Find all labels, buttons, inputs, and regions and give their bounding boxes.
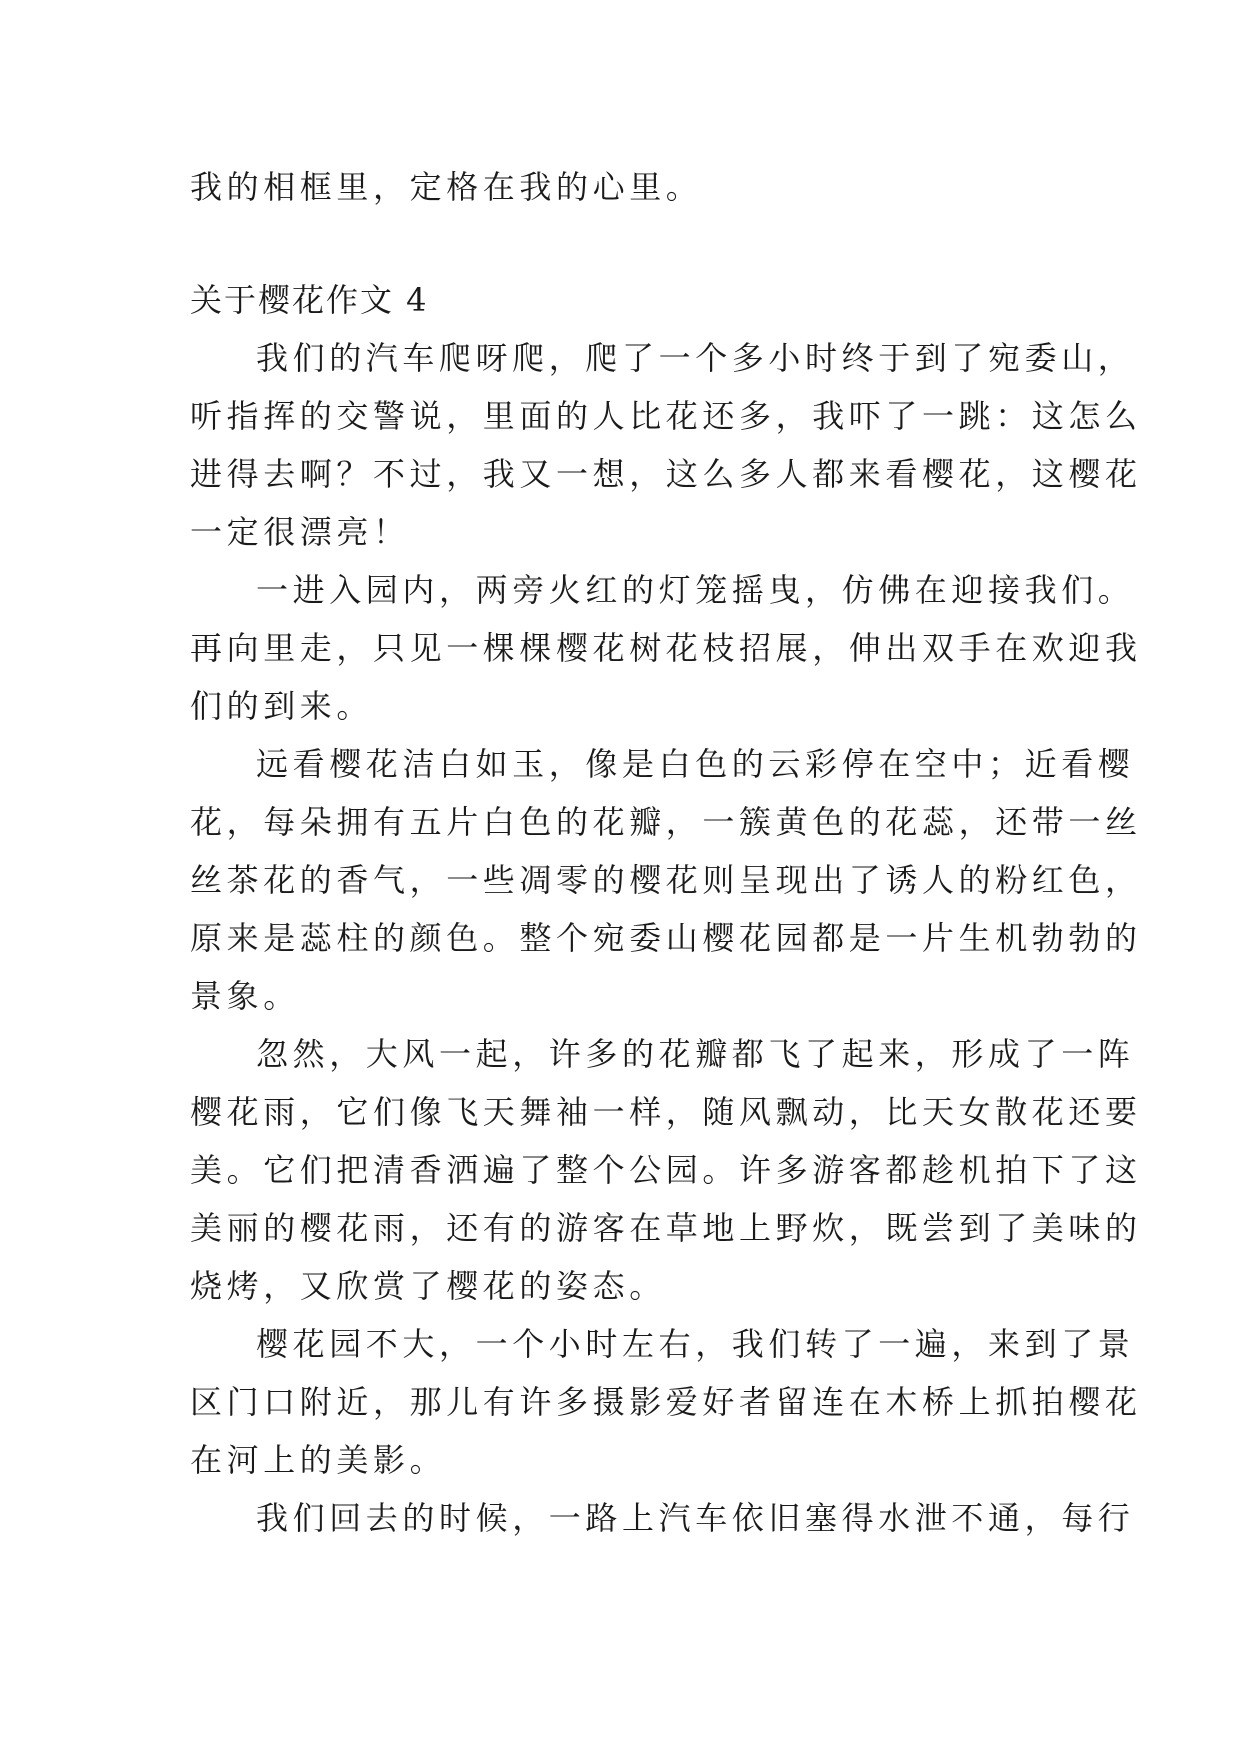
essay-body (190, 329, 1142, 1547)
text-line: 烧烤，又欣赏了樱花的姿态。 (190, 1267, 666, 1305)
text-line: 美。它们把清香洒遍了整个公园。许多游客都趁机拍下了这 (190, 1151, 1142, 1189)
text-line: 景象。 (190, 977, 300, 1015)
text-line: 忽然，大风一起，许多的花瓣都飞了起来，形成了一阵 (256, 1035, 1135, 1073)
text-line: 樱花雨，它们像飞天舞袖一样，随风飘动，比天女散花还要 (190, 1093, 1142, 1131)
paragraph-3 (190, 735, 1142, 1025)
text-line: 再向里走，只见一棵棵樱花树花枝招展，伸出双手在欢迎我 (190, 629, 1142, 667)
paragraph-5 (190, 1315, 1142, 1489)
text-line: 进得去啊？不过，我又一想，这么多人都来看樱花，这樱花 (190, 455, 1142, 493)
paragraph-1 (190, 329, 1142, 561)
text-line: 们的到来。 (190, 687, 374, 725)
paragraph-6 (190, 1489, 1135, 1547)
text-line: 在河上的美影。 (190, 1441, 447, 1479)
text-line: 我的相框里，定格在我的心里。 (190, 168, 703, 206)
essay-heading (190, 271, 1050, 329)
text-line: 美丽的樱花雨，还有的游客在草地上野炊，既尝到了美味的 (190, 1209, 1142, 1247)
text-line: 花，每朵拥有五片白色的花瓣，一簇黄色的花蕊，还带一丝 (190, 803, 1142, 841)
paragraph-2 (190, 561, 1142, 735)
text-line: 我们回去的时候，一路上汽车依旧塞得水泄不通，每行 (256, 1499, 1135, 1537)
text-line: 听指挥的交警说，里面的人比花还多，我吓了一跳：这怎么 (190, 397, 1142, 435)
text-line: 一进入园内，两旁火红的灯笼摇曳，仿佛在迎接我们。 (256, 571, 1135, 609)
paragraph-4 (190, 1025, 1142, 1315)
text-line: 樱花园不大，一个小时左右，我们转了一遍，来到了景 (256, 1325, 1135, 1363)
text-line: 我们的汽车爬呀爬，爬了一个多小时终于到了宛委山， (256, 339, 1135, 377)
text-line: 丝茶花的香气，一些凋零的樱花则呈现出了诱人的粉红色， (190, 861, 1142, 899)
text-line: 原来是蕊柱的颜色。整个宛委山樱花园都是一片生机勃勃的 (190, 919, 1142, 957)
text-line: 区门口附近，那儿有许多摄影爱好者留连在木桥上抓拍樱花 (190, 1383, 1142, 1421)
text-line: 远看樱花洁白如玉，像是白色的云彩停在空中；近看樱 (256, 745, 1135, 783)
text-line: 一定很漂亮！ (190, 513, 410, 551)
heading-text: 关于樱花作文 4 (190, 281, 429, 319)
previous-paragraph-tail (190, 158, 1050, 216)
